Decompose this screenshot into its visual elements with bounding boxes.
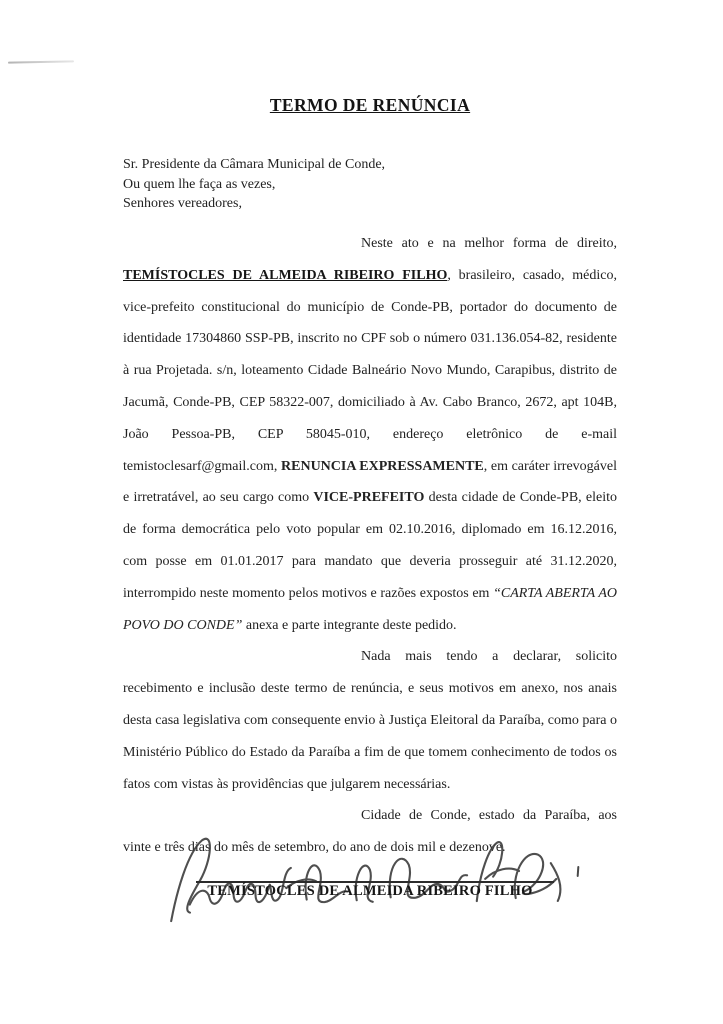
text-segment: Neste ato e na melhor forma de direito, — [361, 236, 617, 251]
paragraph-date-place: Cidade de Conde, estado da Paraíba, aos vinte e três dias do mês de setembro, do ano de dois mil e dezenove. — [123, 808, 617, 856]
addressee-line-3: Senhores vereadores, — [123, 196, 242, 211]
addressee-block — [123, 155, 385, 214]
addressee-line-2: Ou quem lhe faça as vezes, — [123, 176, 276, 192]
annex-reference: “CARTA ABERTA AO POVO DO CONDE” — [123, 585, 618, 633]
office-title: VICE-PREFEITO — [313, 490, 425, 506]
paragraph-qualification-and-resignation — [123, 228, 617, 641]
stray-pen-mark — [577, 866, 580, 877]
declarant-name: TEMÍSTOCLES DE ALMEIDA RIBEIRO FILHO — [123, 267, 448, 283]
paragraph-request: Nada mais tendo a declarar, solicito recebimento e inclusão deste termo de renúncia, e seus motivos em anexo, nos anais desta casa legislativa com consequente envio à Justiça Eleitoral da Paraíba, como para o Ministério Público do Estado da Paraíba a fim de que tomem conhecimento de todos os fatos com vistas às providências que julgarem necessárias. — [123, 649, 617, 792]
resignation-declaration: RENUNCIA EXPRESSAMENTE — [281, 458, 484, 474]
signatory-printed-name: TEMÍSTOCLES DE ALMEIDA RIBEIRO FILHO — [207, 883, 533, 899]
scan-artifact-line — [8, 60, 74, 63]
text-segment: anexa e parte integrante deste pedido. — [242, 617, 457, 633]
document-title: TERMO DE RENÚNCIA — [269, 95, 471, 115]
letter-body — [123, 228, 617, 864]
addressee-line-1: Sr. Presidente da Câmara Municipal de Conde, — [123, 157, 386, 172]
text-segment: desta cidade de Conde-PB, eleito de forma democrática pelo voto popular em 02.10.2016, diplomado em 16.12.2016, com posse em 01.01.2017 para mandato que deveria prosseguir até 31.12.2020, interrompido neste momento pelos motivos e razões expostos em — [123, 490, 617, 601]
text-segment: , em caráter irrevogável e irretratável, ao seu cargo como — [123, 458, 617, 506]
text-segment: , brasileiro, casado, médico, vice-prefeito constitucional do município de Conde-PB, portador do documento de identidade 17304860 SSP-PB, inscrito no CPF sob o número 031.136.054-82, residente à rua Projetada. s/n, loteamento Cidade Balneário Novo Mundo, Carapibus, distrito de Jacumã, Conde-PB, CEP 58322-007, domiciliado à Av. Cabo Branco, 2672, apt 104B, João Pessoa-PB, CEP 58045-010, endereço eletrônico de e-mail temistoclesarf@gmail.com, — [123, 267, 618, 474]
